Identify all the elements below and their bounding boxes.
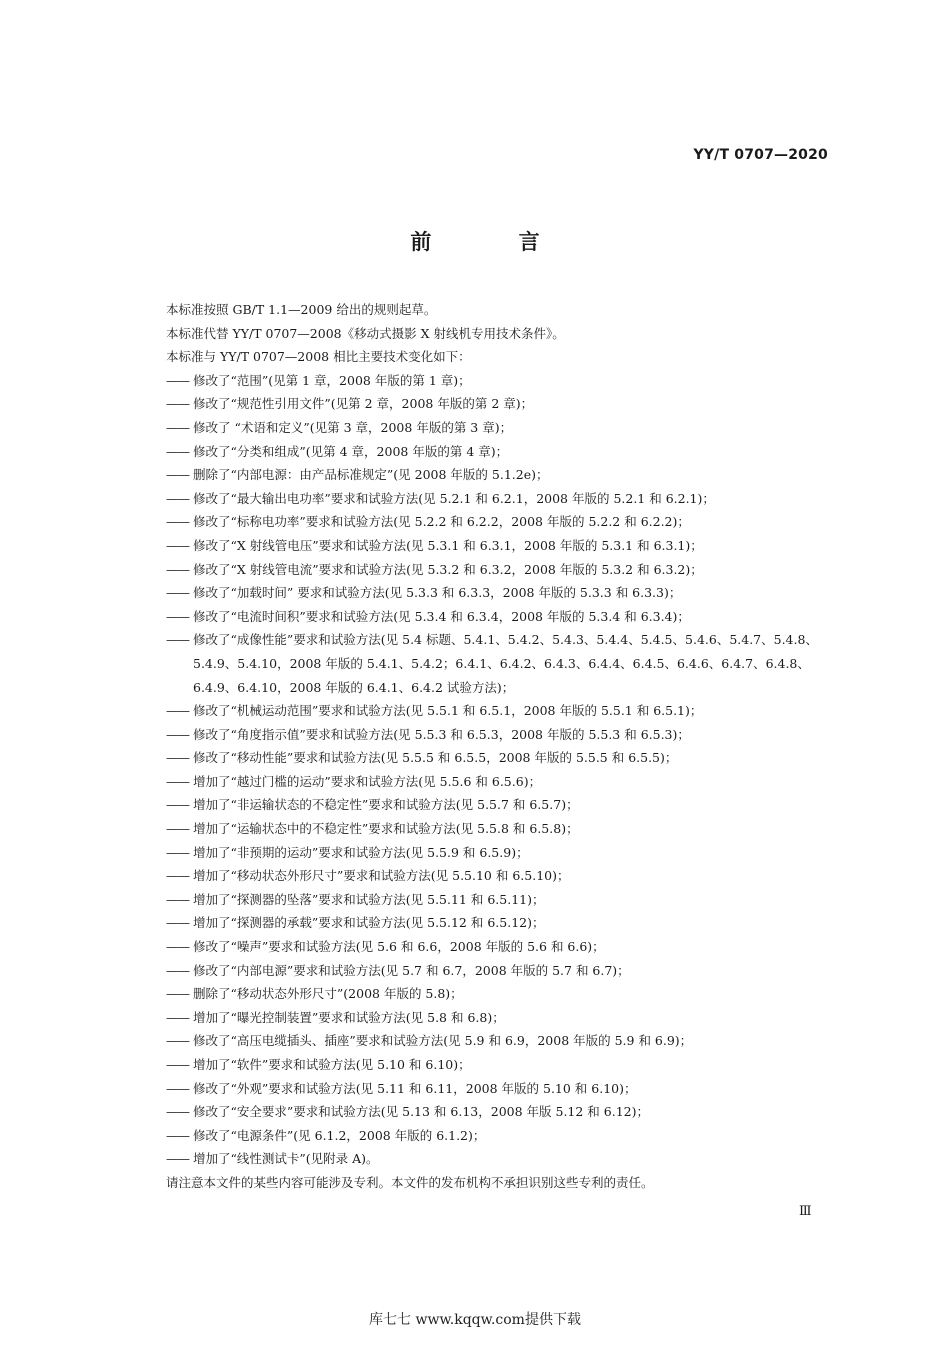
change-item: [166, 935, 866, 959]
change-item: [166, 628, 866, 699]
change-item: [166, 1029, 866, 1053]
dash-marker: ——: [166, 986, 189, 1002]
change-item: [166, 463, 866, 487]
change-item: [166, 1006, 866, 1030]
standard-code: YY/T 0707—2020: [693, 147, 828, 163]
dash-marker: ——: [166, 1080, 189, 1096]
change-item: [166, 510, 866, 534]
change-item-text: 增加了“探测器的承载”要求和试验方法(见 5.5.12 和 6.5.12)；: [193, 915, 545, 931]
dash-marker: ——: [166, 372, 189, 388]
change-item-text: 修改了“加载时间” 要求和试验方法(见 5.3.3 和 6.3.3，2008 年版的 5.3.3 和 6.3.3)；: [193, 585, 682, 601]
change-item-text: 增加了“越过门槛的运动”要求和试验方法(见 5.5.6 和 6.5.6)；: [193, 773, 542, 789]
change-item-text: 修改了“成像性能”要求和试验方法(见 5.4 标题、5.4.1、5.4.2、5.4.3、5.4.4、5.4.5、5.4.6、5.4.7、5.4.8、5.4.9、5.4.10，2008 年版的 5.4.1、5.4.2；6.4.1、6.4.2、6.4.3、6.4.4、6.4.5、6.4.6、6.4.7、6.4.8、6.4.9、6.4.10，2008 年版的 6.4.1、6.4.2 试验方法)；: [193, 632, 818, 695]
change-item-text: 修改了“分类和组成”(见第 4 章，2008 年版的第 4 章)；: [193, 443, 509, 459]
dash-marker: ——: [166, 1127, 189, 1143]
change-item-text: 修改了“噪声”要求和试验方法(见 5.6 和 6.6，2008 年版的 5.6 和 6.6)；: [193, 939, 605, 955]
change-item: [166, 841, 866, 865]
change-item: [166, 1077, 866, 1101]
change-item-text: 修改了“电流时间积”要求和试验方法(见 5.3.4 和 6.3.4，2008 年版的 5.3.4 和 6.3.4)；: [193, 608, 690, 624]
dash-marker: ——: [166, 750, 189, 766]
change-item-text: 修改了“角度指示值”要求和试验方法(见 5.5.3 和 6.5.3，2008 年版的 5.5.3 和 6.5.3)；: [193, 726, 690, 742]
change-list: [166, 369, 866, 1171]
foreword-body: [166, 298, 866, 1195]
change-item-text: 增加了“非预期的运动”要求和试验方法(见 5.5.9 和 6.5.9)；: [193, 844, 529, 860]
change-item: [166, 817, 866, 841]
change-item: [166, 369, 866, 393]
dash-marker: ——: [166, 1151, 189, 1167]
dash-marker: ——: [166, 868, 189, 884]
change-item: [166, 1053, 866, 1077]
change-item-text: 修改了“标称电功率”要求和试验方法(见 5.2.2 和 6.2.2，2008 年版的 5.2.2 和 6.2.2)；: [193, 514, 690, 530]
intro-line-3: 本标准与 YY/T 0707—2008 相比主要技术变化如下：: [166, 349, 471, 365]
change-item-text: 修改了“X 射线管电流”要求和试验方法(见 5.3.2 和 6.3.2，2008 年版的 5.3.2 和 6.3.2)；: [193, 561, 703, 577]
change-item: [166, 1147, 866, 1171]
change-item-text: 修改了“规范性引用文件”(见第 2 章，2008 年版的第 2 章)；: [193, 396, 534, 412]
change-item-text: 修改了“高压电缆插头、插座”要求和试验方法(见 5.9 和 6.9，2008 年版的 5.9 和 6.9)；: [193, 1033, 693, 1049]
change-item-text: 删除了“移动状态外形尺寸”(2008 年版的 5.8)；: [193, 986, 463, 1002]
change-item-text: 增加了“探测器的坠落”要求和试验方法(见 5.5.11 和 6.5.11)；: [193, 891, 545, 907]
dash-marker: ——: [166, 726, 189, 742]
change-item: [166, 487, 866, 511]
change-item-text: 增加了“软件”要求和试验方法(见 5.10 和 6.10)；: [193, 1057, 471, 1072]
change-item-text: 修改了“X 射线管电压”要求和试验方法(见 5.3.1 和 6.3.1，2008 年版的 5.3.1 和 6.3.1)；: [193, 537, 703, 553]
patent-notice: 请注意本文件的某些内容可能涉及专利。本文件的发布机构不承担识别这些专利的责任。: [166, 1174, 654, 1190]
change-item: [166, 605, 866, 629]
intro-line-2: 本标准代替 YY/T 0707—2008《移动式摄影 X 射线机专用技术条件》。: [166, 325, 565, 341]
download-footer: 库七七 www.kqqw.com提供下载: [369, 1312, 581, 1328]
intro-line-1: 本标准按照 GB/T 1.1—2009 给出的规则起草。: [166, 302, 437, 317]
page-title: 前 言: [410, 230, 580, 254]
change-item: [166, 558, 866, 582]
dash-marker: ——: [166, 915, 189, 931]
change-item-text: 修改了“最大输出电功率”要求和试验方法(见 5.2.1 和 6.2.1，2008 年版的 5.2.1 和 6.2.1)；: [193, 490, 715, 506]
change-item: [166, 440, 866, 464]
dash-marker: ——: [166, 632, 189, 648]
change-item: [166, 534, 866, 558]
change-item: [166, 392, 866, 416]
change-item: [166, 416, 866, 440]
change-item: [166, 699, 866, 723]
dash-marker: ——: [166, 1104, 189, 1120]
change-item-text: 修改了“内部电源”要求和试验方法(见 5.7 和 6.7，2008 年版的 5.7 和 6.7)；: [193, 962, 630, 978]
change-item: [166, 1100, 866, 1124]
dash-marker: ——: [166, 467, 189, 483]
dash-marker: ——: [166, 396, 189, 412]
dash-marker: ——: [166, 939, 189, 955]
change-item-text: 修改了“安全要求”要求和试验方法(见 5.13 和 6.13，2008 年版 5.12 和 6.12)；: [193, 1104, 649, 1120]
change-item-text: 增加了“非运输状态的不稳定性”要求和试验方法(见 5.5.7 和 6.5.7)；: [193, 797, 579, 813]
dash-marker: ——: [166, 844, 189, 860]
dash-marker: ——: [166, 490, 189, 506]
change-item: [166, 959, 866, 983]
change-item: [166, 581, 866, 605]
change-item-text: 修改了“移动性能”要求和试验方法(见 5.5.5 和 6.5.5，2008 年版的 5.5.5 和 6.5.5)；: [193, 750, 678, 766]
dash-marker: ——: [166, 1009, 189, 1025]
change-item: [166, 982, 866, 1006]
dash-marker: ——: [166, 443, 189, 459]
dash-marker: ——: [166, 773, 189, 789]
dash-marker: ——: [166, 537, 189, 553]
change-item-text: 增加了“运输状态中的不稳定性”要求和试验方法(见 5.5.8 和 6.5.8)；: [193, 821, 579, 837]
page-number: Ⅲ: [799, 1204, 812, 1219]
change-item: [166, 770, 866, 794]
change-item-text: 修改了“范围”(见第 1 章，2008 年版的第 1 章)；: [193, 372, 471, 388]
dash-marker: ——: [166, 821, 189, 837]
dash-marker: ——: [166, 962, 189, 978]
change-item-text: 修改了 “术语和定义”(见第 3 章，2008 年版的第 3 章)；: [193, 419, 513, 435]
change-item-text: 修改了“外观”要求和试验方法(见 5.11 和 6.11，2008 年版的 5.10 和 6.10)；: [193, 1080, 637, 1096]
change-item: [166, 1124, 866, 1148]
dash-marker: ——: [166, 561, 189, 577]
change-item-text: 删除了“内部电源：由产品标准规定”(见 2008 年版的 5.1.2e)；: [193, 467, 549, 483]
dash-marker: ——: [166, 1033, 189, 1049]
dash-marker: ——: [166, 1057, 189, 1072]
change-item: [166, 723, 866, 747]
change-item: [166, 746, 866, 770]
change-item-text: 增加了“曝光控制装置”要求和试验方法(见 5.8 和 6.8)；: [193, 1009, 505, 1025]
change-item: [166, 888, 866, 912]
change-item-text: 增加了“线性测试卡”(见附录 A)。: [193, 1151, 379, 1167]
change-item: [166, 911, 866, 935]
dash-marker: ——: [166, 585, 189, 601]
change-item-text: 修改了“机械运动范围”要求和试验方法(见 5.5.1 和 6.5.1，2008 年版的 5.5.1 和 6.5.1)；: [193, 703, 703, 719]
change-item: [166, 793, 866, 817]
dash-marker: ——: [166, 891, 189, 907]
change-item: [166, 864, 866, 888]
dash-marker: ——: [166, 703, 189, 719]
change-item-text: 增加了“移动状态外形尺寸”要求和试验方法(见 5.5.10 和 6.5.10)；: [193, 868, 570, 884]
dash-marker: ——: [166, 797, 189, 813]
dash-marker: ——: [166, 608, 189, 624]
dash-marker: ——: [166, 514, 189, 530]
change-item-text: 修改了“电源条件”(见 6.1.2，2008 年版的 6.1.2)；: [193, 1127, 486, 1143]
dash-marker: ——: [166, 419, 189, 435]
